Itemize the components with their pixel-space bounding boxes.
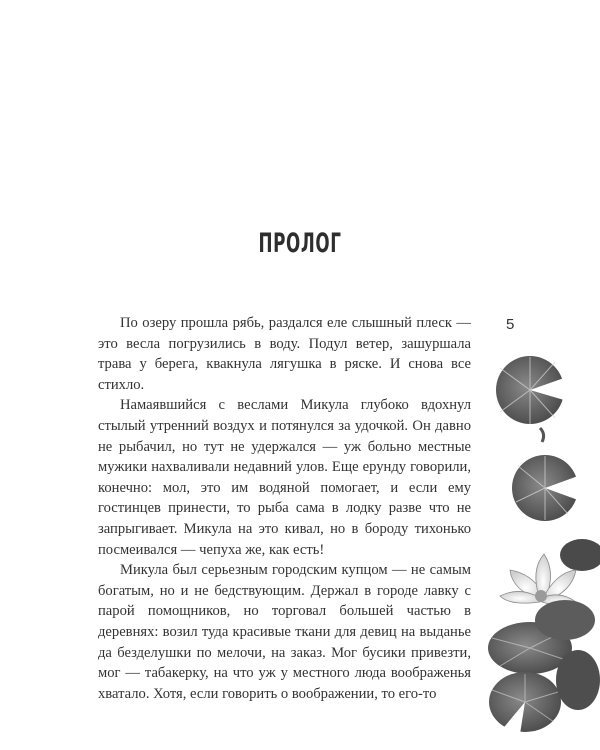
- lily-flower: [500, 539, 600, 606]
- paragraph: Намаявшийся с веслами Микула глубоко вдохнул стылый утренний воздух и потянулся за удочкой. Он давно не рыбачил, но тут не удержался — уж больно местные мужики нахваливали недавний улов. Еще ерунду говорили, конечно: мол, это им водяной помогает, и если ему гостинцев принести, то рыба сама в лодку разве что не запрыгивает. Микула на это кивал, но в бороду тихонько посмеивался — чепуха же, как есть!: [98, 397, 471, 558]
- body-text: [98, 313, 471, 704]
- paragraph: Микула был серьезным городским купцом — не самым богатым, но и не бедствующим. Держал в городе лавку с парой помощников, но торговал большей частью в деревнях: возил туда красивые ткани для девиц на выданье да безделушки по мелочи, на заказ. Мог бусики привезти, мог — табакерку, на что уж у местного люда воображенья хватало. Хотя, если говорить о воображении, то его-то: [98, 562, 471, 702]
- page-number: 5: [506, 316, 515, 333]
- lily-pad: [512, 455, 578, 521]
- lily-pad: [535, 600, 595, 640]
- lily-pad: [489, 672, 561, 734]
- paragraph: По озеру прошла рябь, раздался еле слышный плеск — это весла погрузились в воду. Подул ветер, зашуршала трава у берега, квакнула лягушка в ряске. И снова все стихло.: [98, 315, 471, 393]
- chapter-title: ПРОЛОГ: [258, 228, 342, 259]
- lily-pad: [556, 650, 600, 710]
- lily-pad: [496, 356, 564, 424]
- water-lily-icon: [470, 330, 600, 750]
